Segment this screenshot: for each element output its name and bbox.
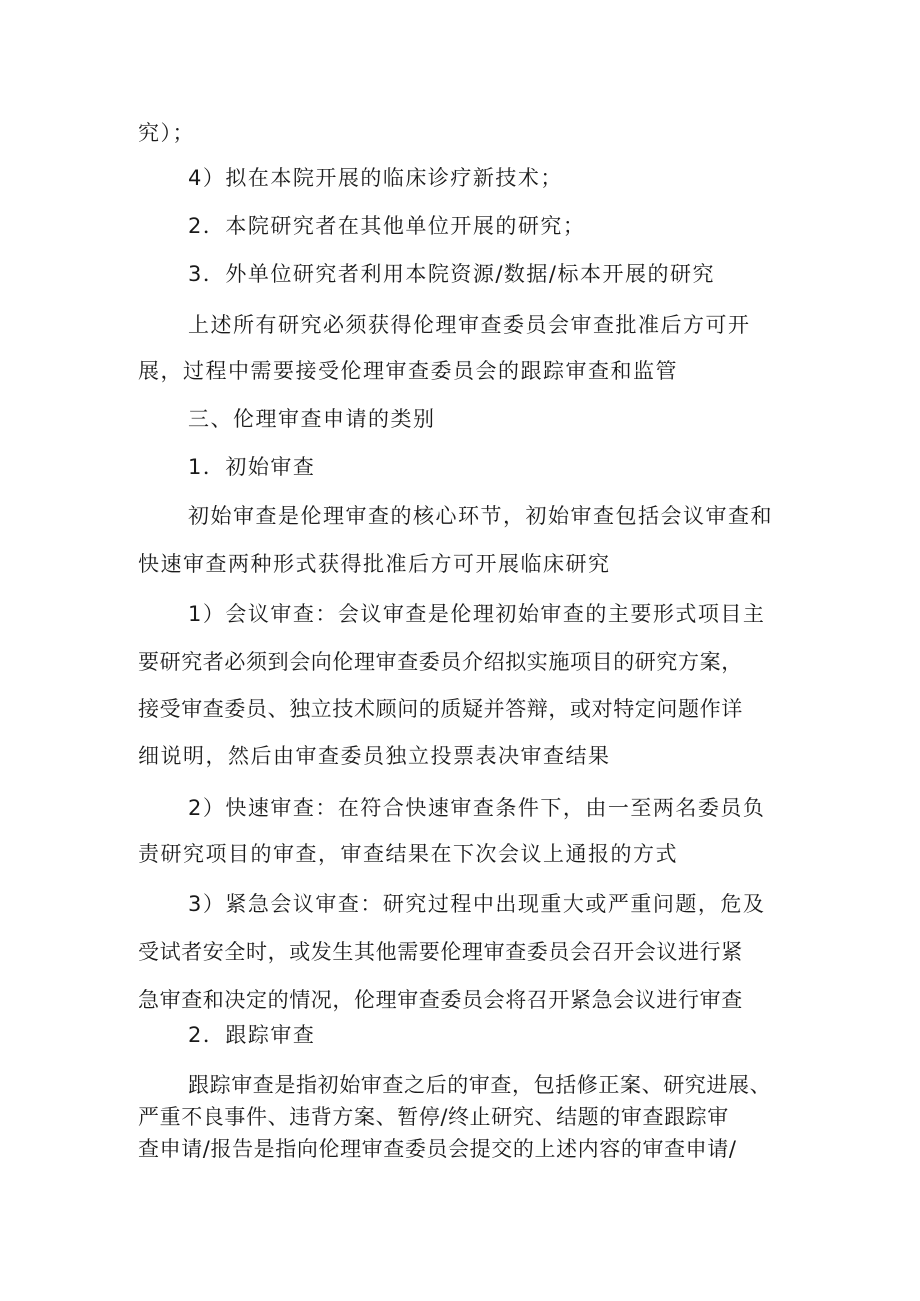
subsection-heading: 2．跟踪审查 [188,1023,316,1047]
text-line: 严重不良事件、违背方案、暂停/终止研究、结题的审查跟踪审 [138,1105,729,1129]
subsection-heading: 1．初始审查 [188,455,316,479]
text-line: 2）快速审查：在符合快速审查条件下，由一至两名委员负 [188,796,766,820]
text-line: 受试者安全时，或发生其他需要伦理审查委员会召开会议进行紧 [138,940,743,964]
text-line: 细说明，然后由审查委员独立投票表决审查结果 [138,744,611,768]
text-line: 跟踪审查是指初始审查之后的审查，包括修正案、研究进展、 [188,1073,772,1097]
text-line: 要研究者必须到会向伦理审查委员介绍拟实施项目的研究方案， [138,650,743,674]
section-heading: 三、伦理审查申请的类别 [188,407,436,431]
text-line: 3）紧急会议审查：研究过程中出现重大或严重问题，危及 [188,892,766,916]
text-line: 接受审查委员、独立技术顾问的质疑并答辩，或对特定问题作详 [138,697,743,721]
text-line: 责研究项目的审查，审查结果在下次会议上通报的方式 [138,842,678,866]
text-line: 4）拟在本院开展的临床诊疗新技术； [188,166,563,190]
text-line: 急审查和决定的情况，伦理审查委员会将召开紧急会议进行审查 [138,988,743,1012]
text-line: 1）会议审查：会议审查是伦理初始审查的主要形式项目主 [188,602,766,626]
text-line: 初始审查是伦理审查的核心环节，初始审查包括会议审查和 [188,504,773,528]
text-line: 查申请/报告是指向伦理审查委员会提交的上述内容的审查申请/ [138,1137,737,1161]
text-line: 究）； [138,121,195,145]
text-line: 上述所有研究必须获得伦理审查委员会审查批准后方可开 [188,313,751,337]
text-line: 3．外单位研究者利用本院资源/数据/标本开展的研究 [188,262,716,286]
text-line: 2．本院研究者在其他单位开展的研究； [188,214,586,238]
text-line: 展，过程中需要接受伦理审查委员会的跟踪审查和监管 [138,359,678,383]
text-line: 快速审查两种形式获得批准后方可开展临床研究 [138,552,611,576]
